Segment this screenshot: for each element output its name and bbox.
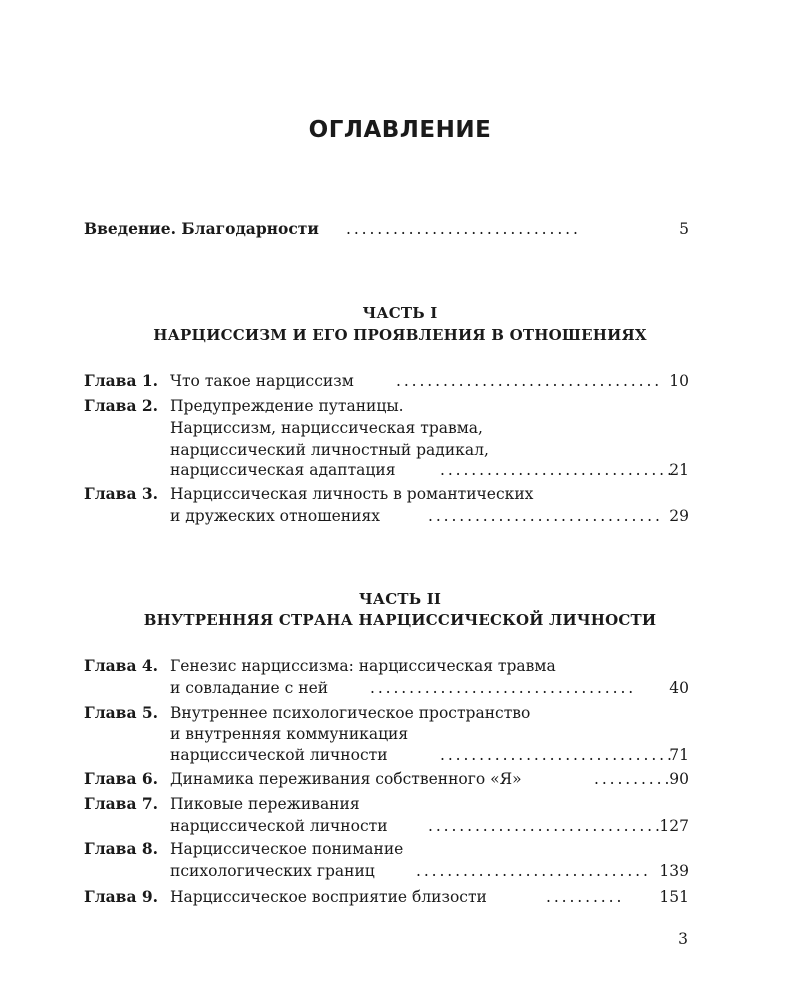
chapter-label: Глава 5. (84, 703, 159, 722)
toc-entry-chapter-5[interactable] (84, 702, 689, 724)
chapter-label: Глава 3. (84, 484, 159, 503)
chapter-label: Глава 2. (84, 396, 159, 415)
leader-dots: .............................. (440, 746, 675, 764)
toc-entry-intro[interactable] (84, 218, 689, 240)
chapter-label: Глава 7. (84, 794, 159, 813)
toc-entry-chapter-2-cont (84, 459, 689, 481)
toc-entry-chapter-8-cont (84, 860, 689, 882)
toc-page-number: 127 (659, 817, 689, 835)
chapter-line: Нарциссическое восприятие близости (170, 888, 487, 906)
chapter-label: Глава 8. (84, 839, 159, 858)
toc-entry-chapter-4[interactable] (84, 655, 689, 677)
chapter-line: Нарциссическое понимание (170, 840, 404, 858)
chapter-label: Глава 9. (84, 887, 159, 906)
chapter-line: нарциссической личности (170, 746, 388, 764)
toc-page-number: 90 (669, 770, 689, 788)
part-label: ЧАСТЬ I (362, 304, 438, 322)
chapter-line: и дружеских отношениях (170, 507, 380, 525)
chapter-line: психологических границ (170, 862, 375, 880)
toc-entry-chapter-6[interactable] (84, 768, 689, 790)
chapter-line: нарциссический личностный радикал, (170, 441, 489, 459)
toc-entry-chapter-5-cont (84, 744, 689, 766)
toc-entry-chapter-2[interactable] (84, 395, 689, 417)
toc-entry-chapter-3-cont (84, 505, 689, 527)
leader-dots: .......... (594, 770, 673, 788)
toc-entry-chapter-7-cont (84, 815, 689, 837)
chapter-line: Что такое нарциссизм (170, 372, 354, 390)
leader-dots: .............................. (346, 220, 581, 238)
page-title: ОГЛАВЛЕНИЕ (308, 117, 492, 143)
leader-dots: .................................. (396, 372, 663, 390)
part-title: ВНУТРЕННЯЯ СТРАНА НАРЦИССИЧЕСКОЙ ЛИЧНОСТИ (143, 611, 657, 629)
leader-dots: .............................. (440, 461, 675, 479)
toc-entry-chapter-4-cont (84, 677, 689, 699)
chapter-label: Глава 1. (84, 371, 159, 390)
toc-entry-chapter-3[interactable] (84, 483, 689, 505)
leader-dots: .............................. (416, 862, 651, 880)
toc-page-number: 71 (669, 746, 689, 764)
chapter-line: и совладание с ней (170, 679, 329, 697)
leader-dots: .................................. (370, 679, 637, 697)
toc-page-number: 40 (669, 679, 689, 697)
toc-page-number: 139 (659, 862, 689, 880)
chapter-line: Пиковые переживания (170, 795, 360, 813)
toc-entry-text: Введение. Благодарности (84, 219, 319, 238)
chapter-line: Предупреждение путаницы. (170, 397, 404, 415)
toc-page-number: 21 (669, 461, 689, 479)
chapter-line: Динамика переживания собственного «Я» (170, 770, 522, 788)
chapter-line: Генезис нарциссизма: нарциссическая травма (170, 657, 556, 675)
leader-dots: .......... (546, 888, 625, 906)
chapter-line: Внутреннее психологическое пространство (170, 704, 531, 722)
toc-entry-chapter-8[interactable] (84, 838, 689, 860)
toc-entry-chapter-2-cont (84, 417, 689, 439)
toc-entry-chapter-1[interactable] (84, 370, 689, 392)
chapter-label: Глава 6. (84, 769, 159, 788)
leader-dots: .............................. (428, 507, 663, 525)
chapter-label: Глава 4. (84, 656, 159, 675)
chapter-line: нарциссическая адаптация (170, 461, 396, 479)
toc-page-number: 151 (659, 888, 689, 906)
chapter-line: Нарциссизм, нарциссическая травма, (170, 419, 483, 437)
toc-entry-chapter-2-cont (84, 439, 689, 461)
part-title: НАРЦИССИЗМ И ЕГО ПРОЯВЛЕНИЯ В ОТНОШЕНИЯХ (153, 326, 647, 344)
toc-entry-chapter-9[interactable] (84, 886, 689, 908)
chapter-line: Нарциссическая личность в романтических (170, 485, 534, 503)
toc-page-number: 29 (669, 507, 689, 525)
toc-entry-chapter-7[interactable] (84, 793, 689, 815)
toc-entry-chapter-5-cont (84, 723, 689, 745)
toc-page-number: 10 (669, 372, 689, 390)
toc-page-number: 5 (679, 220, 689, 238)
page-number: 3 (678, 930, 688, 948)
leader-dots: .............................. (428, 817, 663, 835)
chapter-line: и внутренняя коммуникация (170, 725, 409, 743)
part-label: ЧАСТЬ II (358, 590, 442, 608)
chapter-line: нарциссической личности (170, 817, 388, 835)
